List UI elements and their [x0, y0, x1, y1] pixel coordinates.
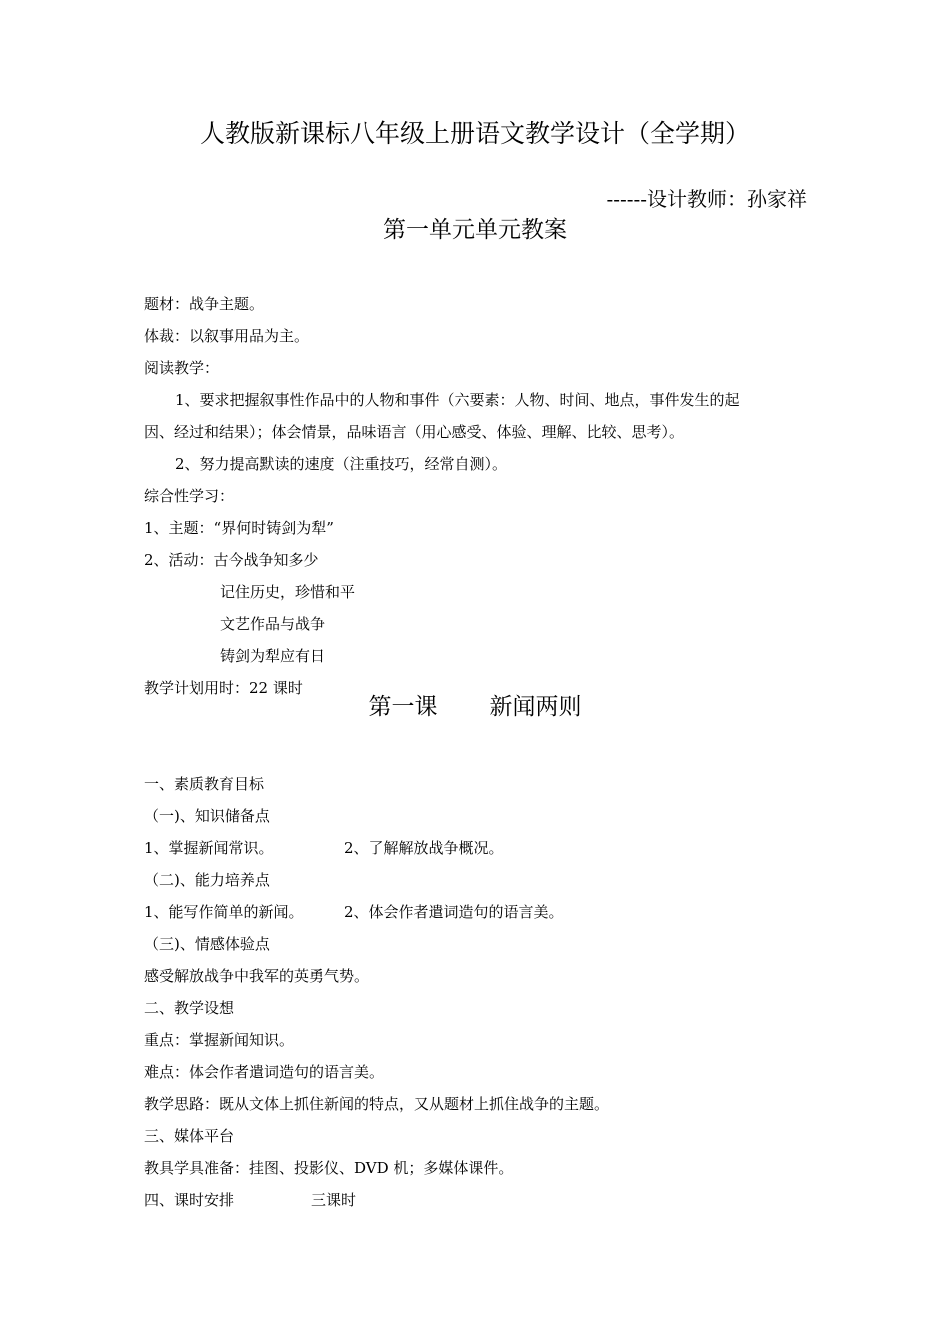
unit-genre: 体裁：以叙事用品为主。	[144, 327, 310, 345]
section-3-heading: 三、媒体平台	[144, 1127, 235, 1145]
teaching-tools: 教具学具准备：挂图、投影仪、DVD 机；多媒体课件。	[144, 1159, 514, 1177]
knowledge-item-2: 2、了解解放战争概况。	[344, 839, 504, 857]
section-1b-heading: （二)、能力培养点	[144, 871, 270, 889]
activity-item: 铸剑为犁应有日	[220, 647, 326, 665]
section-1a-heading: （一)、知识储备点	[144, 807, 270, 825]
reading-heading: 阅读教学：	[144, 359, 220, 377]
activity-item: 记住历史，珍惜和平	[220, 583, 356, 601]
lesson-name: 新闻两则	[489, 694, 582, 720]
reading-item-2: 2、努力提高默读的速度（注重技巧，经常自测）。	[175, 455, 508, 473]
unit-theme: 题材：战争主题。	[144, 295, 265, 313]
lesson-number: 第一课	[368, 694, 438, 720]
key-point: 重点：掌握新闻知识。	[144, 1031, 295, 1049]
knowledge-item-1: 1、掌握新闻常识。	[144, 839, 274, 857]
author-line: ------设计教师：孙家祥	[606, 187, 807, 211]
reading-item-1-line-1: 1、要求把握叙事性作品中的人物和事件（六要素：人物、时间、地点，事件发生的起	[175, 391, 740, 409]
teaching-hours: 教学计划用时：22 课时	[144, 679, 303, 697]
ability-item-1: 1、能写作简单的新闻。	[144, 903, 304, 921]
unit-title: 第一单元单元教案	[383, 217, 567, 243]
activity-item: 文艺作品与战争	[220, 615, 326, 633]
emotion-text: 感受解放战争中我军的英勇气势。	[144, 967, 370, 985]
lesson-title	[0, 692, 950, 722]
integrated-item-1: 1、主题：“界何时铸剑为犁”	[144, 519, 334, 537]
section-1c-heading: （三)、情感体验点	[144, 935, 270, 953]
section-1a-items	[144, 838, 504, 858]
section-2-heading: 二、教学设想	[144, 999, 235, 1017]
integrated-heading: 综合性学习：	[144, 487, 235, 505]
section-1-heading: 一、素质教育目标	[144, 775, 265, 793]
teaching-idea: 教学思路：既从文体上抓住新闻的特点，又从题材上抓住战争的主题。	[144, 1095, 610, 1113]
section-4-row	[144, 1190, 357, 1210]
section-1b-items	[144, 902, 564, 922]
section-4-heading: 四、课时安排	[144, 1191, 235, 1209]
reading-item-1-line-2: 因、经过和结果）；体会情景，品味语言（用心感受、体验、理解、比较、思考）。	[144, 423, 685, 441]
document-title: 人教版新课标八年级上册语文教学设计（全学期）	[199, 119, 750, 148]
ability-item-2: 2、体会作者遣词造句的语言美。	[344, 903, 564, 921]
integrated-item-2: 2、活动：古今战争知多少	[144, 551, 319, 569]
lesson-hours-value: 三课时	[311, 1191, 357, 1209]
difficult-point: 难点：体会作者遣词造句的语言美。	[144, 1063, 385, 1081]
